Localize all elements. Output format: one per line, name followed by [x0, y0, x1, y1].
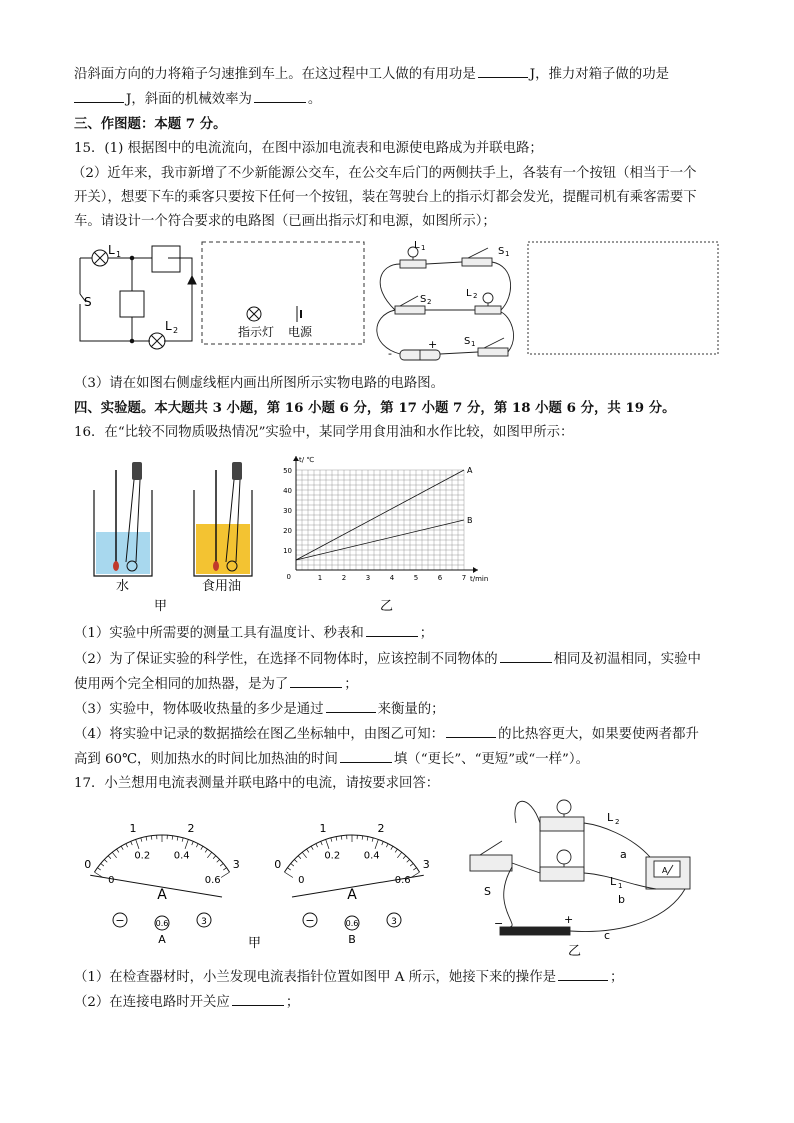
text: 。: [307, 92, 322, 107]
dial-tick: [220, 863, 223, 866]
dial-needle: [90, 875, 222, 897]
label-sub: 1: [505, 250, 510, 258]
dial-tick: [126, 844, 128, 848]
label-l2: L: [607, 811, 614, 824]
x-tick-label: 6: [437, 574, 443, 582]
question-16-4: [74, 750, 589, 769]
text: （1）实验中所需要的测量工具有温度计、秒表和: [74, 626, 364, 641]
x-tick-label: 2: [341, 574, 347, 582]
dial-name: A: [158, 933, 166, 946]
label-s3-phys: S: [498, 246, 505, 257]
dial-tick: [131, 841, 133, 845]
label-s: S: [84, 295, 92, 309]
dial-tick: [108, 856, 111, 859]
text: 使用两个完全相同的加热器，是为了: [74, 677, 289, 692]
dial-needle: [292, 875, 424, 897]
dial-tick: [146, 837, 147, 841]
dial-top-label: 2: [377, 821, 385, 835]
label-l1: L: [610, 875, 617, 888]
dial-tick: [298, 856, 301, 859]
ammeter-dials: [84, 822, 430, 946]
dial-tick: [185, 839, 188, 848]
dial-tick: [213, 856, 216, 859]
dial-tick: [221, 872, 229, 877]
y-tick-label: 10: [283, 547, 292, 555]
x-tick-label: 3: [365, 574, 371, 582]
dial-tick: [101, 863, 104, 866]
question-16-1: [74, 624, 433, 643]
dial-tick: [386, 844, 388, 848]
power-source-icon: [297, 306, 301, 322]
dial-tick: [104, 860, 107, 863]
question-15-2: 车。请设计一个符合要求的电路图（已画出指示灯和电源，如图所示）；: [74, 214, 496, 229]
text: 填（“更长”、“更短”或“一样”）。: [393, 752, 589, 767]
text: （3）实验中，物体吸收热量的多少是通过: [74, 702, 324, 717]
section-heading: 三、作图题：本题 7 分。: [74, 116, 227, 132]
question-16-2: [74, 650, 701, 669]
series-label-a: A: [467, 466, 473, 475]
terminal-minus-label: −: [305, 914, 315, 927]
dial-tick: [205, 849, 207, 852]
question-17-1: [74, 968, 623, 987]
label-s2-phys: S: [420, 294, 427, 305]
dial-tick: [141, 838, 142, 842]
question-16: 16．在“比较不同物质吸热情况”实验中，某同学用食用油和水作比较，如图甲所示：: [74, 425, 574, 440]
answer-blank[interactable]: [366, 624, 418, 637]
question-16-2: [74, 675, 358, 694]
label-s1-phys: S: [464, 336, 471, 347]
text: （2）在连接电路时开关应: [74, 995, 230, 1010]
text: （4）将实验中记录的数据描绘在图乙坐标轴中，由图乙可知：: [74, 727, 445, 742]
dial-bottom-label: 0.2: [134, 850, 151, 862]
label-sub: 1: [471, 340, 476, 348]
origin-label: 0: [286, 573, 291, 581]
beaker-water-icon: [94, 462, 152, 576]
dial-top-label: 3: [232, 857, 240, 871]
dial-tick: [326, 839, 329, 848]
text: ；: [344, 677, 358, 692]
y-tick-label: 30: [283, 507, 292, 515]
text-line: [74, 90, 321, 109]
dial-tick: [284, 872, 292, 877]
x-axis-arrow: [473, 567, 478, 573]
dial-unit: A: [347, 887, 357, 903]
x-tick-label: 5: [413, 574, 419, 582]
answer-blank[interactable]: [326, 700, 376, 713]
dial-tick: [407, 860, 410, 863]
figure-17: [70, 795, 730, 960]
label-wire-c: c: [604, 929, 611, 942]
dial-tick: [341, 836, 342, 840]
x-tick-label: 4: [389, 574, 395, 582]
label-jia: 甲: [248, 936, 262, 951]
dial-bottom-label: 0.4: [363, 850, 380, 862]
text-line: [74, 65, 669, 84]
physical-circuit-17: [470, 800, 690, 935]
answer-blank[interactable]: [254, 90, 306, 103]
temperature-chart: [283, 456, 488, 583]
text: 高到 60℃，则加热水的时间比加热油的时间: [74, 752, 338, 767]
answer-blank[interactable]: [478, 65, 528, 78]
dial-tick: [375, 839, 378, 848]
y-tick-label: 20: [283, 527, 292, 535]
dial-tick: [397, 852, 401, 857]
question-17: 17．小兰想用电流表测量并联电路中的电流，请按要求回答：: [74, 776, 440, 791]
dial-tick: [117, 849, 119, 852]
dial-tick: [336, 837, 337, 841]
dial-tick: [382, 841, 384, 845]
dial-tick: [395, 849, 397, 852]
dial-tick: [112, 852, 116, 857]
dial-top-label: 3: [422, 857, 430, 871]
label-water: 水: [116, 579, 130, 594]
dial-tick: [294, 860, 297, 863]
figure-16: [90, 450, 510, 620]
dial-bottom-label: 0.6: [394, 874, 411, 886]
dial-tick: [331, 838, 332, 842]
dial-tick: [403, 856, 406, 859]
dial-top-label: 1: [319, 821, 327, 835]
dial-tick: [196, 844, 198, 848]
answer-blank[interactable]: [446, 725, 496, 738]
dial-tick: [182, 838, 183, 842]
label-meter-a: A: [662, 866, 668, 875]
text: 相同及初温相同，实验中: [553, 652, 701, 667]
question-15-2: （2）近年来，我市新增了不少新能源公交车，在公交车后门的两侧扶手上，各装有一个按钮（相当于一个: [72, 166, 697, 181]
dial-tick: [151, 836, 152, 840]
section-heading: 四、实验题。本大题共 3 小题，第 16 小题 6 分，第 17 小题 7 分，第 18 小题 6 分，共 19 分。: [74, 400, 676, 416]
label-yi: 乙: [380, 599, 394, 614]
dial-unit: A: [157, 887, 167, 903]
text: ；: [419, 626, 434, 641]
x-axis-label: t/min: [470, 575, 489, 583]
label-wire-b: b: [618, 893, 625, 906]
text: ；: [285, 995, 300, 1010]
dial-tick: [372, 838, 373, 842]
question-15-2: 开关），想要下车的乘客只要按下任何一个按钮，装在驾驶台上的指示灯都会发光，提醒司机有乘客需要下: [74, 190, 697, 205]
dial-tick: [367, 837, 368, 841]
label-sub: 2: [427, 298, 432, 306]
text: ；: [609, 970, 624, 985]
answer-blank[interactable]: [340, 750, 392, 763]
y-axis-label: t/ ℃: [299, 456, 315, 464]
label-plus: +: [564, 913, 574, 926]
physical-circuit-15-3: [377, 247, 514, 360]
dial-bottom-label: 0: [298, 874, 305, 886]
dial-tick: [192, 841, 194, 845]
terminal-3-label: 3: [391, 917, 397, 927]
x-tick-label: 1: [317, 574, 323, 582]
label-l1-sub: 1: [116, 250, 122, 259]
label-minus: -: [388, 347, 392, 360]
dial-top-label: 0: [84, 857, 92, 871]
text: 沿斜面方向的力将箱子匀速推到车上。在这过程中工人做的有用功是: [74, 67, 476, 82]
dial-top-label: 0: [274, 857, 282, 871]
label-source: 电源: [288, 325, 313, 339]
question-16-3: [74, 700, 445, 719]
label-l2: L: [165, 319, 172, 333]
answer-box-dotted[interactable]: [528, 242, 718, 354]
dial-tick: [121, 846, 123, 849]
circuit-diagram-15-1: [80, 246, 196, 349]
dial-tick: [136, 839, 139, 848]
terminal-06-label: 0.6: [345, 919, 359, 928]
answer-box-dashed[interactable]: [202, 242, 364, 344]
label-sub: 2: [473, 292, 478, 300]
figure-15: [70, 236, 730, 364]
label-l1: L: [108, 243, 115, 257]
label-yi: 乙: [568, 944, 582, 959]
y-tick-label: 40: [283, 487, 292, 495]
dial-tick: [217, 860, 220, 863]
dial-bottom-label: 0.2: [324, 850, 341, 862]
dial-top-label: 2: [187, 821, 195, 835]
dial-tick: [362, 836, 363, 840]
label-jia: 甲: [154, 599, 168, 614]
label-wire-a: a: [620, 848, 627, 861]
dial-tick: [207, 852, 211, 857]
dial-name: B: [348, 933, 356, 946]
dial-tick: [223, 868, 226, 870]
question-15-3: （3）请在如图右侧虚线框内画出所图所示实物电路的电路图。: [74, 376, 445, 391]
dial-tick: [413, 868, 416, 870]
dial-bottom-label: 0: [108, 874, 115, 886]
dial-top-label: 1: [129, 821, 137, 835]
text: J，斜面的机械效率为: [126, 92, 252, 107]
dial-tick: [291, 863, 294, 866]
label-sub: 2: [615, 818, 620, 826]
text: （2）为了保证实验的科学性，在选择不同物体时，应该控制不同物体的: [74, 652, 498, 667]
dial-tick: [172, 836, 173, 840]
answer-blank[interactable]: [232, 993, 284, 1006]
x-tick-label: 7: [461, 574, 467, 582]
answer-blank[interactable]: [290, 675, 342, 688]
dial-tick: [410, 863, 413, 866]
answer-blank[interactable]: [500, 650, 552, 663]
label-minus: −: [494, 917, 504, 930]
text: （1）在检查器材时，小兰发现电流表指针位置如图甲 A 所示，她接下来的操作是: [74, 970, 556, 985]
text: J，推力对箱子做的功是: [529, 67, 669, 82]
dial-tick: [307, 849, 309, 852]
question-15-1: 15．(1) 根据图中的电流流向，在图中添加电流表和电源使电路成为并联电路；: [74, 141, 543, 156]
dial-tick: [311, 846, 313, 849]
y-tick-label: 50: [283, 467, 292, 475]
label-indicator: 指示灯: [238, 325, 275, 339]
question-16-4: [74, 725, 699, 744]
terminal-3-label: 3: [201, 917, 207, 927]
question-17-2: [74, 993, 299, 1012]
label-oil: 食用油: [202, 579, 242, 594]
terminal-06-label: 0.6: [155, 919, 169, 928]
answer-blank[interactable]: [74, 90, 124, 103]
dial-tick: [177, 837, 178, 841]
label-sub: 1: [618, 882, 623, 890]
dial-tick: [97, 868, 100, 870]
dial-bottom-label: 0.6: [204, 874, 221, 886]
dial-tick: [287, 868, 290, 870]
indicator-lamp-icon: [247, 307, 261, 321]
series-label-b: B: [467, 516, 473, 525]
dial-tick: [391, 846, 393, 849]
dial-bottom-label: 0.4: [173, 850, 190, 862]
label-plus: +: [428, 338, 438, 351]
dial-tick: [316, 844, 318, 848]
dial-tick: [302, 852, 306, 857]
answer-blank[interactable]: [558, 968, 608, 981]
text: 的比热容更大，如果要使两者都升: [498, 727, 699, 742]
terminal-minus-label: −: [115, 914, 125, 927]
beaker-oil-icon: [194, 462, 252, 576]
label-l2-phys: L: [466, 288, 472, 299]
label-sub: 1: [421, 244, 426, 252]
label-l2-sub: 2: [173, 326, 179, 335]
label-switch: S: [484, 885, 491, 898]
dial-tick: [201, 846, 203, 849]
dial-tick: [321, 841, 323, 845]
label-l1-phys: L: [414, 240, 420, 251]
text: 来衡量的；: [377, 702, 445, 717]
